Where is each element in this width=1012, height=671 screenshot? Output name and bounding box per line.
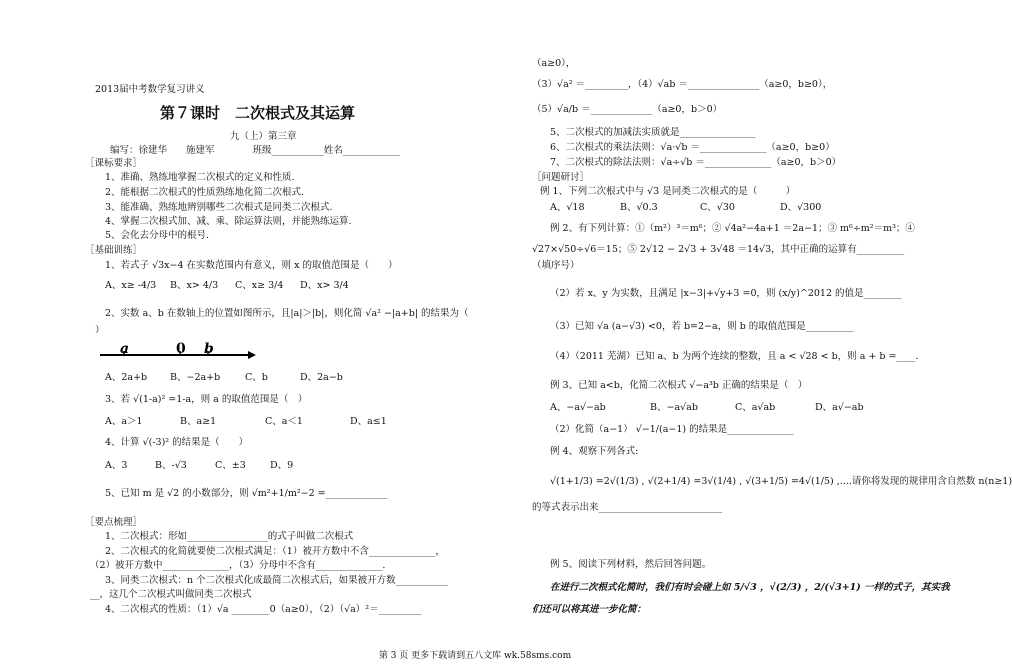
requirement-item: 3、能准确、熟练地辨别哪些二次根式是同类二次根式.: [105, 202, 333, 213]
ex3-option-d: D、a√−ab: [815, 402, 864, 413]
doc-header: 2013届中考数学复习讲义: [95, 84, 205, 95]
example-5-material-2: 们还可以将其进一步化简：: [532, 604, 647, 615]
example-4-formula: √(1+1/3) =2√(1/3) , √(2+1/4) =3√(1/4) , √(3+1/5) =4√(1/5) ,....请你将发现的规律用含自然数 n(n≥1): [550, 476, 1012, 487]
key-point-cont: 7、二次根式的除法法则：√a÷√b ＝______________（a≥0，b＞0）: [550, 157, 842, 168]
ex3-option-a: A、−a√−ab: [550, 402, 606, 413]
example-2-line-3: （填序号）: [532, 260, 580, 271]
question-5: 5、已知 m 是 √2 的小数部分，则 √m²+1/m²−2 =_____________: [105, 488, 388, 499]
key-point-cont: （5）√a/b ＝_____________（a≥0，b＞0）: [532, 104, 723, 115]
requirement-item: 2、能根据二次根式的性质熟练地化简二次根式.: [105, 187, 305, 198]
q3-option-a: A、a＞1: [105, 416, 143, 427]
q4-option-c: C、±3: [215, 460, 246, 471]
key-point: 1、二次根式：形如_________________的式子叫做二次根式: [105, 531, 354, 542]
key-point: 2、二次根式的化简就要使二次根式满足：（1）被开方数中不含______________，: [105, 546, 445, 557]
ex1-option-a: A、√18: [550, 202, 585, 213]
page-title: 第７课时 二次根式及其运算: [160, 104, 356, 122]
q3-option-d: D、a≤1: [350, 416, 387, 427]
q1-option-d: D、x> 3/4: [300, 280, 349, 291]
example-2-part-3: （3）已知 √a (a−√3) <0，若 b=2−a，则 b 的取值范围是__________: [550, 321, 854, 332]
q2-option-b: B、−2a+b: [170, 372, 221, 383]
example-4: 例 4、观察下列各式:: [550, 446, 639, 457]
example-5: 例 5、阅读下列材料，然后回答问题。: [550, 559, 712, 570]
q2-option-a: A、2a+b: [105, 372, 148, 383]
example-2-part-2: （2）若 x、y 为实数，且满足 |x−3|+√y+3 =0，则 (x/y)^2012 的值是________: [550, 288, 902, 299]
requirement-item: 5、会化去分母中的根号.: [105, 230, 210, 241]
question-2: 2、实数 a、b 在数轴上的位置如图所示，且|a|＞|b|，则化简 √a² −|a+b| 的结果为（: [105, 308, 469, 319]
example-1: 例 1、下列二次根式中与 √3 是同类二次根式的是（ ）: [540, 186, 796, 197]
key-point-cont: 5、二次根式的加减法实质就是________________: [550, 127, 756, 138]
section-basic-training: ［基础训练］: [85, 245, 143, 256]
requirement-item: 4、掌握二次根式加、减、乘、除运算法则，并能熟练运算.: [105, 216, 352, 227]
key-point-cont: 6、二次根式的乘法法则：√a·√b ＝______________（a≥0，b≥0）: [550, 142, 835, 153]
ex1-option-c: C、√30: [700, 202, 735, 213]
question-4: 4、计算 √(-3)² 的结果是（ ）: [105, 437, 249, 448]
key-point: 3、同类二次根式：n 个二次根式化成最简二次根式后，如果被开方数___________: [105, 575, 448, 586]
axis-label-zero: 0: [176, 341, 186, 357]
example-2-part-4: （4）（2011 芜湖）已知 a、b 为两个连续的整数，且 a < √28 < b，则 a + b =____.: [550, 351, 919, 362]
ex3-option-b: B、−a√ab: [650, 402, 698, 413]
question-3: 3、若 √(1-a)² =1-a，则 a 的取值范围是（ ）: [105, 394, 308, 405]
q2-option-d: D、2a−b: [300, 372, 343, 383]
key-point: （2）被开方数中______________，（3）分母中不含有______________.: [90, 560, 386, 571]
number-line-figure: [100, 342, 260, 364]
q4-option-d: D、9: [270, 460, 294, 471]
example-2-line-2: √27×√50÷√6＝15；⑤ 2√12 − 2√3 + 3√48 ＝14√3，其中正确的运算有__________: [532, 244, 905, 255]
key-point: __，这几个二次根式叫做同类二次根式: [90, 589, 252, 600]
requirement-item: 1、准确、熟练地掌握二次根式的定义和性质.: [105, 172, 295, 183]
example-3: 例 3、已知 a<b，化简二次根式 √−a³b 正确的结果是（ ）: [550, 380, 808, 391]
key-point-cont: （3）√a² ＝_________，（4）√ab ＝_______________（a≥0，b≥0），: [532, 79, 833, 90]
author-line: 编写：徐建华 施建军 班级___________姓名____________: [110, 145, 400, 156]
example-4-task: 的等式表示出来__________________________: [532, 502, 723, 513]
q2-option-c: C、b: [245, 372, 268, 383]
section-requirements: ［课标要求］: [85, 158, 143, 169]
key-point-cont: （a≥0），: [532, 58, 576, 69]
example-5-material-1: 在进行二次根式化简时，我们有时会碰上如 5/√3 ，√(2/3) ，2/(√3+1) 一样的式子，其实我: [550, 582, 950, 593]
subtitle: 九（上）第三章: [230, 131, 297, 142]
q1-option-b: B、x> 4/3: [170, 280, 219, 291]
key-point: 4、二次根式的性质：（1）√a ________0（a≥0），（2）（√a）²＝_________: [105, 604, 422, 615]
q1-option-a: A、x≥ -4/3: [105, 280, 157, 291]
example-3-part-2: （2）化简（a−1） √−1/(a−1) 的结果是______________: [550, 424, 794, 435]
section-key-points: ［要点梳理］: [85, 517, 143, 528]
question-2-end: ）: [95, 325, 105, 336]
q4-option-a: A、3: [105, 460, 128, 471]
example-2-line-1: 例 2、有下列计算：①（m²）³＝m⁶；② √4a²−4a+1 ＝2a−1；③ m⁶÷m²＝m³；④: [550, 223, 915, 234]
q1-option-c: C、x≥ 3/4: [235, 280, 284, 291]
page-footer: 第 3 页 更多下载请到五八文库 wk.58sms.com: [378, 651, 572, 661]
question-1: 1、若式子 √3x−4 在实数范围内有意义，则 x 的取值范围是（ ）: [105, 260, 398, 271]
axis-label-b: b: [204, 341, 214, 357]
ex1-option-d: D、√300: [780, 202, 822, 213]
number-line-arrow: [248, 351, 256, 359]
q3-option-b: B、a≥1: [180, 416, 217, 427]
section-problem-study: ［问题研讨］: [532, 172, 590, 183]
q3-option-c: C、a＜1: [265, 416, 303, 427]
ex1-option-b: B、√0.3: [620, 202, 658, 213]
ex3-option-c: C、a√ab: [735, 402, 776, 413]
q4-option-b: B、-√3: [155, 460, 187, 471]
axis-label-a: a: [120, 341, 130, 357]
